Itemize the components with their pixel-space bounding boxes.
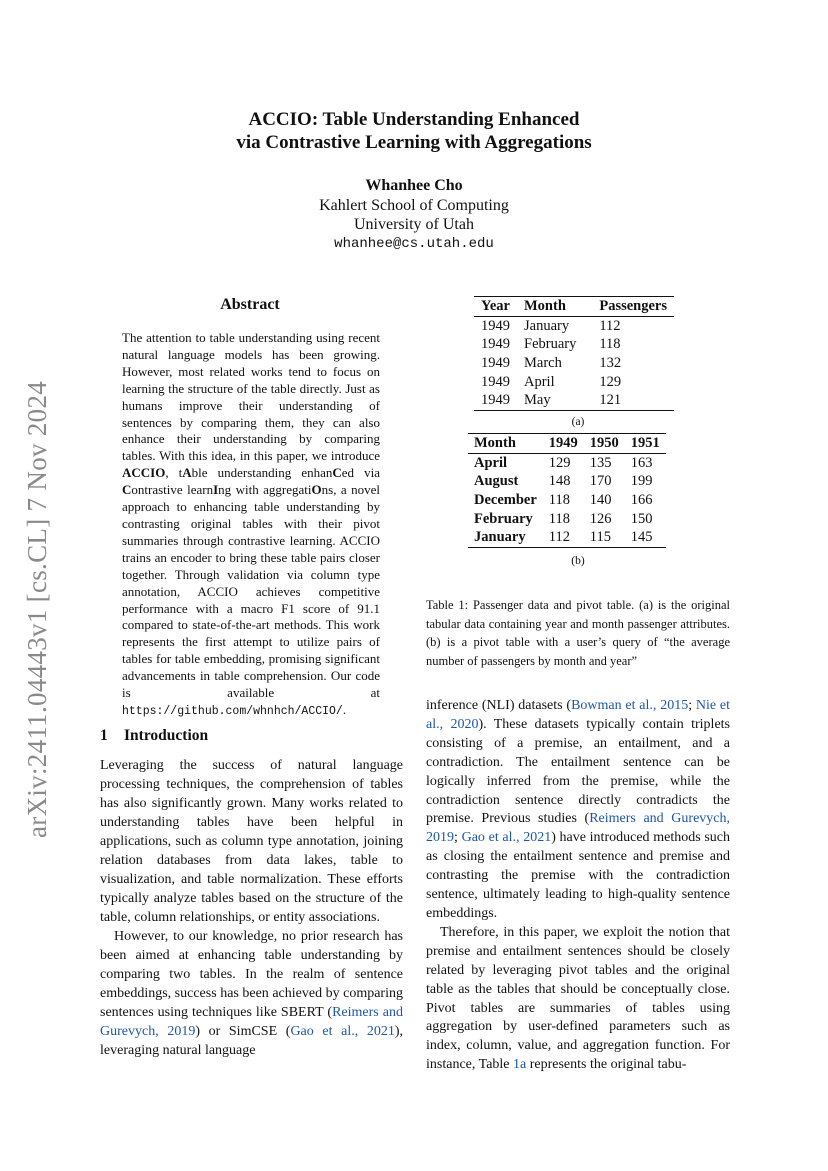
table-row: January 112 115 145 — [468, 528, 666, 547]
table-row: December 118 140 166 — [474, 491, 653, 508]
author-name: Whanhee Cho — [365, 177, 463, 194]
table-row: 1949 January 112 — [481, 317, 621, 334]
citation-link[interactable]: Gao et al., 2021 — [461, 830, 552, 846]
author-university: University of Utah — [354, 216, 474, 233]
table-row: 1949 May 121 — [474, 391, 674, 410]
section-heading: 1 Introduction — [100, 727, 209, 744]
column-header: Month — [524, 297, 566, 314]
column-header: 1950 — [589, 434, 619, 451]
author-email[interactable]: whanhee@cs.utah.edu — [334, 235, 494, 252]
table-row: August 148 170 199 — [474, 473, 653, 490]
table-reference-link[interactable]: 1a — [513, 1057, 527, 1073]
author-affiliation: Kahlert School of Computing — [319, 196, 509, 214]
abstract-heading: Abstract — [220, 296, 280, 313]
table-row: February 118 126 150 — [474, 510, 653, 527]
paper-title — [0, 108, 828, 154]
table-row: 1949 March 132 — [481, 354, 622, 371]
paragraph: However, to our knowledge, no prior research has been aimed at enhancing table understanding by comparing two tables. In the realm of sentence embeddings, success has been achieved by comparing sentences using techniques like SBERT (Reimers and Gurevych, 2019) or SimCSE (Gao et al., 2021), leveraging natural language — [100, 929, 404, 1058]
abstract-text: The attention to table understanding using recent natural language models has been growing. However, most related works tend to focus on learning the structure of the table directly. Just as humans improve their understanding of sentences by comparing them, they can also enhance their understanding by comparing tables. With this idea, in this paper, we introduce ACCIO, tAble understanding enhanCed via Contrastive learnIng with aggregatiOns, a novel approach to enhancing table understanding by contrasting original tables with their pivot summaries through contrastive learning. ACCIO trains an encoder to bring these table pairs closer together. Through validation via column type annotation, ACCIO achieves competitive performance with a macro F1 score of 91.1 compared to state-of-the-art methods. This work represents the first attempt to utilize pairs of tables for table embedding, promising significant advancements in table comprehension. Our code is available at https://github.com/whnhch/ACCIO/. — [122, 330, 381, 718]
right-column-body — [426, 697, 730, 1075]
code-link[interactable]: https://github.com/whnhch/ACCIO/ — [122, 704, 343, 718]
table-row: April 129 135 163 — [474, 454, 653, 471]
table-pivot — [468, 433, 666, 548]
paragraph: Therefore, in this paper, we exploit the notion that premise and entailment sentences should be closely related by leveraging pivot tables and the original table as the tables that should be conceptually close. Pivot tables are summaries of tables using aggregation by user-defined parameters such as index, column, value, and aggregation function. For instance, Table 1a represents the original tabu- — [426, 924, 730, 1073]
paragraph: inference (NLI) datasets (Bowman et al., 2015; Nie et al., 2020). These datasets typically contain triplets consisting of a premise, an entailment, and a contradiction. The entailment sentence can be logically inferred from the premise, while the contradiction sentence directly contradicts the premise. Previous studies (Reimers and Gurevych, 2019; Gao et al., 2021) have introduced methods such as closing the entailment sentence and premise and contrasting the premise with the contradiction sentence, ultimately leading to high-quality sentence embeddings. — [426, 698, 731, 921]
citation-link[interactable]: Reimers and Gurevych, 2019 — [426, 811, 730, 846]
citation-link[interactable]: Nie et al., 2020 — [426, 698, 731, 732]
column-header: Year — [481, 297, 510, 314]
column-header: 1951 — [630, 434, 660, 451]
citation-link[interactable]: Gao et al., 2021 — [290, 1024, 395, 1039]
left-column-body — [100, 756, 403, 1060]
author-block — [0, 176, 828, 254]
column-header: 1949 — [548, 434, 578, 451]
table-row: 1949 April 129 — [481, 373, 622, 390]
paragraph: Leveraging the success of natural language processing techniques, the comprehension of tables has also significantly grown. Many works related to understanding tables have been helpful in applications, such as column type annotation, joining relation databases from data lakes, table to visualization, and table normalization. These efforts typically analyze tables based on the structure of the table, column relationships, or entity associations. — [100, 758, 403, 925]
citation-link[interactable]: Bowman et al., 2015 — [571, 698, 689, 713]
column-header: Month — [474, 434, 516, 451]
table-sublabel-a: (a) — [571, 416, 585, 428]
column-header: Passengers — [599, 297, 668, 314]
table-row: 1949 February 118 — [481, 336, 621, 353]
table-sublabel-b: (b) — [571, 555, 585, 567]
citation-link[interactable]: Reimers and Gurevych, 2019 — [100, 1005, 403, 1039]
arxiv-identifier: arXiv:2411.04443v1 [cs.CL] 7 Nov 2024 — [22, 380, 52, 838]
table-caption: Table 1: Passenger data and pivot table. (a) is the original tabular data containing year and month passenger attributes. (b) is a pivot table with a user’s query of “the average number of passengers by month and year” — [426, 598, 730, 668]
title-line-1: ACCIO: Table Understanding Enhanced — [248, 109, 580, 130]
table-original — [474, 296, 674, 411]
title-line-2: via Contrastive Learning with Aggregations — [236, 132, 592, 153]
